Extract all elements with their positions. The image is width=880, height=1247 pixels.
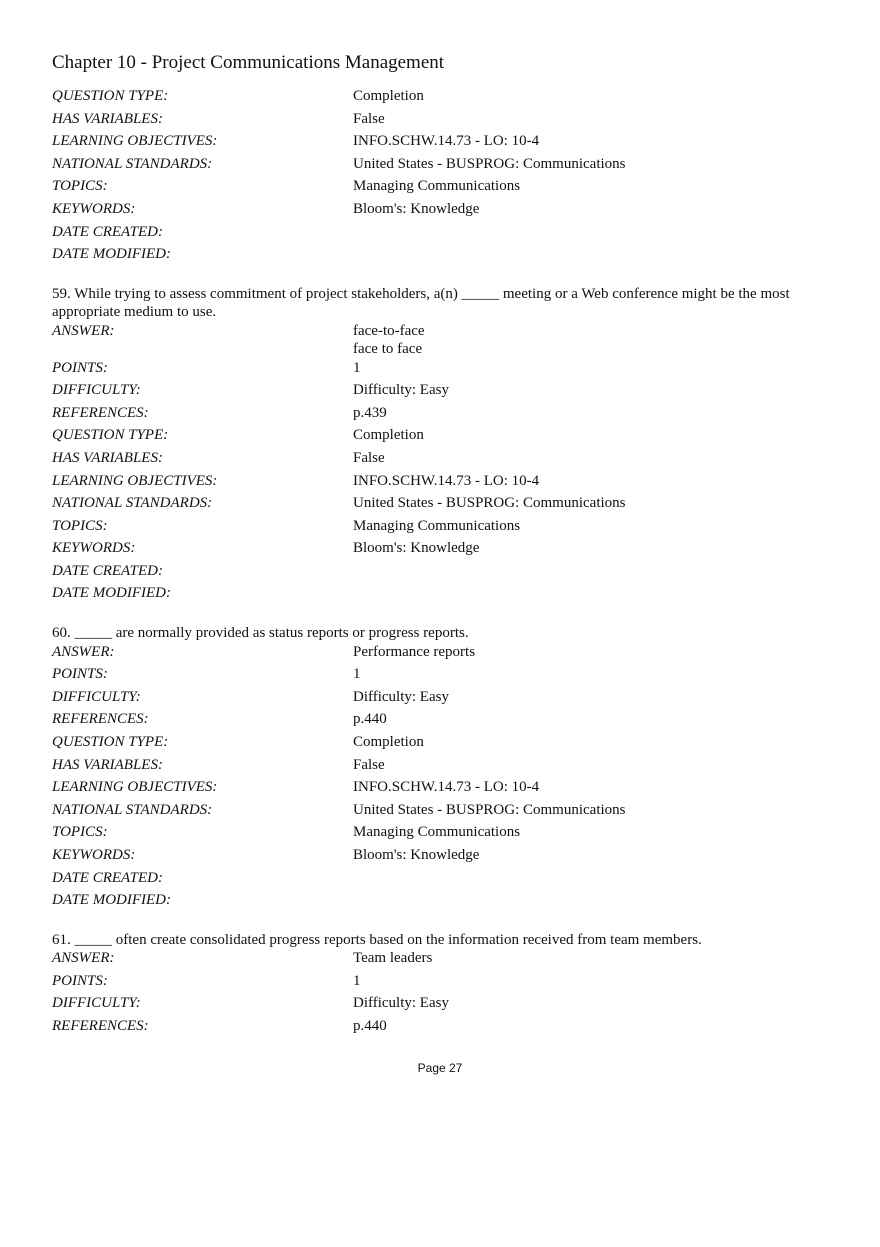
- answer-values: [353, 643, 832, 666]
- metadata-row: [52, 155, 832, 178]
- field-value: Difficulty: Easy: [353, 688, 449, 705]
- field-label: QUESTION TYPE:: [52, 733, 169, 750]
- field-label: DATE CREATED:: [52, 562, 163, 579]
- metadata-row: [52, 359, 832, 382]
- field-value: False: [353, 110, 385, 127]
- field-label: QUESTION TYPE:: [52, 427, 169, 444]
- answer-values: [353, 322, 832, 359]
- field-value: 1: [353, 359, 361, 376]
- metadata-row: [52, 381, 832, 404]
- field-value: Managing Communications: [353, 824, 521, 841]
- metadata-row: [52, 972, 832, 995]
- field-label: HAS VARIABLES:: [52, 756, 163, 773]
- field-value: 1: [353, 666, 361, 683]
- answer-value: Performance reports: [353, 643, 476, 660]
- field-label: HAS VARIABLES:: [52, 449, 163, 466]
- field-value: INFO.SCHW.14.73 - LO: 10-4: [353, 779, 540, 796]
- metadata-row: [52, 562, 832, 585]
- metadata-row: [52, 404, 832, 427]
- metadata-row: [52, 87, 832, 110]
- field-value: [353, 869, 832, 892]
- answer-value: face to face: [353, 341, 423, 358]
- answer-row: [52, 949, 832, 972]
- answer-label: ANSWER:: [52, 950, 115, 967]
- field-label: TOPICS:: [52, 517, 108, 534]
- answer-label: ANSWER:: [52, 643, 115, 660]
- metadata-row: [52, 200, 832, 223]
- metadata-row: [52, 449, 832, 472]
- field-value: [353, 245, 832, 268]
- field-value: False: [353, 756, 385, 773]
- answer-row: [52, 322, 832, 359]
- field-label: KEYWORDS:: [52, 200, 136, 217]
- answer-values: [353, 949, 832, 972]
- field-value: United States - BUSPROG: Communications: [353, 155, 626, 172]
- metadata-row: [52, 846, 832, 869]
- metadata-row: [52, 710, 832, 733]
- field-value: [353, 891, 832, 914]
- question-list: [52, 87, 832, 1040]
- field-label: QUESTION TYPE:: [52, 88, 169, 104]
- metadata-row: [52, 688, 832, 711]
- field-value: Completion: [353, 427, 424, 444]
- answer-label: ANSWER:: [52, 322, 115, 339]
- field-value: Completion: [353, 733, 424, 750]
- field-value: p.440: [353, 1017, 387, 1034]
- answer-row: [52, 643, 832, 666]
- metadata-row: [52, 1017, 832, 1040]
- field-label: DATE CREATED:: [52, 223, 163, 240]
- field-label: TOPICS:: [52, 178, 108, 195]
- field-label: DIFFICULTY:: [52, 995, 141, 1012]
- field-label: LEARNING OBJECTIVES:: [52, 779, 218, 796]
- field-label: POINTS:: [52, 972, 108, 989]
- field-value: INFO.SCHW.14.73 - LO: 10-4: [353, 133, 540, 150]
- field-label: DATE MODIFIED:: [52, 585, 171, 602]
- field-label: DIFFICULTY:: [52, 382, 141, 399]
- field-value: 1: [353, 972, 361, 989]
- question-text: 60. _____ are normally provided as status reports or progress reports.: [52, 625, 469, 642]
- page-number: Page 27: [417, 1061, 463, 1075]
- field-label: LEARNING OBJECTIVES:: [52, 133, 218, 150]
- metadata-row: [52, 891, 832, 914]
- field-label: POINTS:: [52, 359, 108, 376]
- metadata-row: [52, 539, 832, 562]
- field-value: Completion: [353, 88, 424, 104]
- chapter-title: Chapter 10 - Project Communications Management: [52, 52, 445, 73]
- field-label: NATIONAL STANDARDS:: [52, 155, 213, 172]
- field-label: TOPICS:: [52, 824, 108, 841]
- field-label: HAS VARIABLES:: [52, 110, 163, 127]
- field-label: KEYWORDS:: [52, 540, 136, 557]
- metadata-row: [52, 823, 832, 846]
- question-text: 61. _____ often create consolidated progress reports based on the information received from team members.: [52, 931, 702, 948]
- metadata-row: [52, 245, 832, 268]
- metadata-row: [52, 756, 832, 779]
- field-label: REFERENCES:: [52, 1017, 149, 1034]
- field-value: Difficulty: Easy: [353, 382, 449, 399]
- metadata-row: [52, 494, 832, 517]
- metadata-row: [52, 472, 832, 495]
- field-value: [353, 223, 832, 246]
- field-label: NATIONAL STANDARDS:: [52, 801, 213, 818]
- metadata-row: [52, 869, 832, 892]
- field-value: Bloom's: Knowledge: [353, 846, 480, 863]
- field-value: [353, 584, 832, 607]
- field-label: DATE CREATED:: [52, 869, 163, 886]
- metadata-row: [52, 517, 832, 540]
- metadata-row: [52, 778, 832, 801]
- field-label: REFERENCES:: [52, 404, 149, 421]
- field-value: Difficulty: Easy: [353, 995, 449, 1012]
- metadata-row: [52, 994, 832, 1017]
- field-label: LEARNING OBJECTIVES:: [52, 472, 218, 489]
- metadata-row: [52, 110, 832, 133]
- field-label: NATIONAL STANDARDS:: [52, 495, 213, 512]
- field-value: Bloom's: Knowledge: [353, 540, 480, 557]
- answer-value: face-to-face: [353, 322, 425, 339]
- field-value: Managing Communications: [353, 517, 521, 534]
- field-value: Managing Communications: [353, 178, 521, 195]
- metadata-row: [52, 177, 832, 200]
- metadata-row: [52, 584, 832, 607]
- field-label: POINTS:: [52, 666, 108, 683]
- answer-value: Team leaders: [353, 950, 433, 967]
- metadata-row: [52, 132, 832, 155]
- metadata-row: [52, 665, 832, 688]
- question-text: 59. While trying to assess commitment of project stakeholders, a(n) _____ meeting or a Web conference might be the most appropriate medium to use.: [52, 285, 790, 321]
- field-value: False: [353, 449, 385, 466]
- metadata-row: [52, 733, 832, 756]
- field-label: DATE MODIFIED:: [52, 246, 171, 263]
- field-label: KEYWORDS:: [52, 846, 136, 863]
- field-value: p.439: [353, 404, 387, 421]
- field-value: Bloom's: Knowledge: [353, 200, 480, 217]
- field-value: United States - BUSPROG: Communications: [353, 495, 626, 512]
- field-value: United States - BUSPROG: Communications: [353, 801, 626, 818]
- field-label: DIFFICULTY:: [52, 688, 141, 705]
- field-label: REFERENCES:: [52, 711, 149, 728]
- field-value: INFO.SCHW.14.73 - LO: 10-4: [353, 472, 540, 489]
- field-label: DATE MODIFIED:: [52, 892, 171, 909]
- field-value: [353, 562, 832, 585]
- field-value: p.440: [353, 711, 387, 728]
- metadata-row: [52, 426, 832, 449]
- metadata-row: [52, 801, 832, 824]
- metadata-row: [52, 223, 832, 246]
